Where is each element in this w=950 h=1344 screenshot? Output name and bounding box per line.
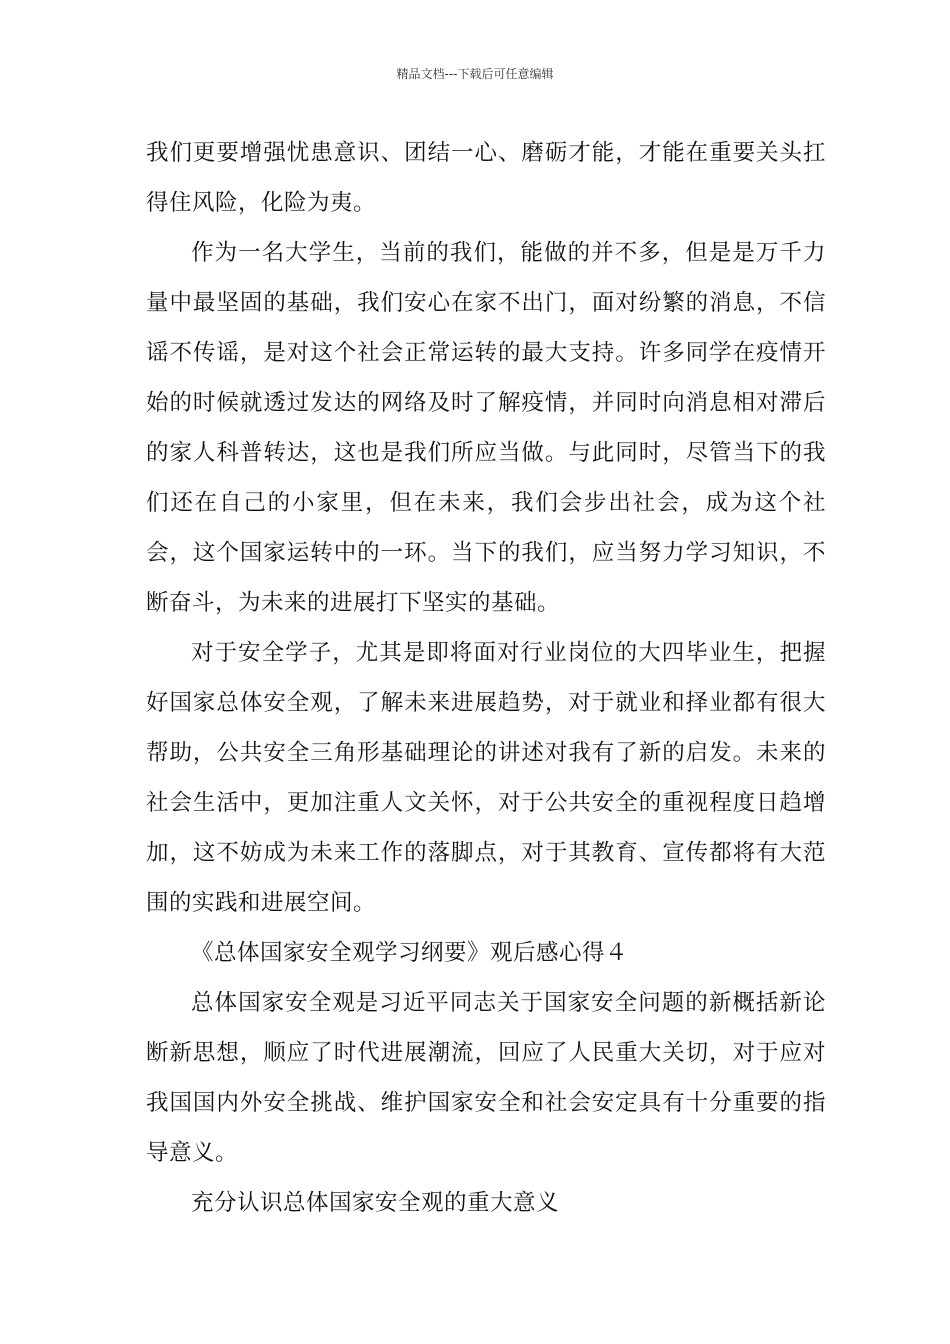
document-body <box>146 128 826 1228</box>
paragraph-3: 对于安全学子，尤其是即将面对行业岗位的大四毕业生，把握好国家总体安全观，了解未来进展趋势，对于就业和择业都有很大帮助，公共安全三角形基础理论的讲述对我有了新的启发。未来的社会生活中，更加注重人文关怀，对于公共安全的重视程度日趋增加，这不妨成为未来工作的落脚点，对于其教育、宣传都将有大范围的实践和进展空间。 <box>146 640 826 916</box>
paragraph-2: 作为一名大学生，当前的我们，能做的并不多，但是是万千力量中最坚固的基础，我们安心在家不出门，面对纷繁的消息，不信谣不传谣，是对这个社会正常运转的最大支持。许多同学在疫情开始的时候就透过发达的网络及时了解疫情，并同时向消息相对滞后的家人科普转达，这也是我们所应当做。与此同时，尽管当下的我们还在自己的小家里，但在未来，我们会步出社会，成为这个社会，这个国家运转中的一环。当下的我们，应当努力学习知识，不断奋斗，为未来的进展打下坚实的基础。 <box>146 240 826 616</box>
subsection-heading: 充分认识总体国家安全观的重大意义 <box>191 1190 560 1216</box>
paragraph-1: 我们更要增强忧患意识、团结一心、磨砺才能，才能在重要关头扛得住风险，化险为夷。 <box>146 140 826 216</box>
paragraph-4: 总体国家安全观是习近平同志关于国家安全问题的新概括新论断新思想，顺应了时代进展潮流，回应了人民重大关切，对于应对我国国内外安全挑战、维护国家安全和社会安定具有十分重要的指导意义。 <box>146 990 826 1166</box>
page-header: 精品文档---下载后可任意编辑 <box>396 67 554 81</box>
section-heading: 《总体国家安全观学习纲要》观后感心得４ <box>191 940 629 966</box>
